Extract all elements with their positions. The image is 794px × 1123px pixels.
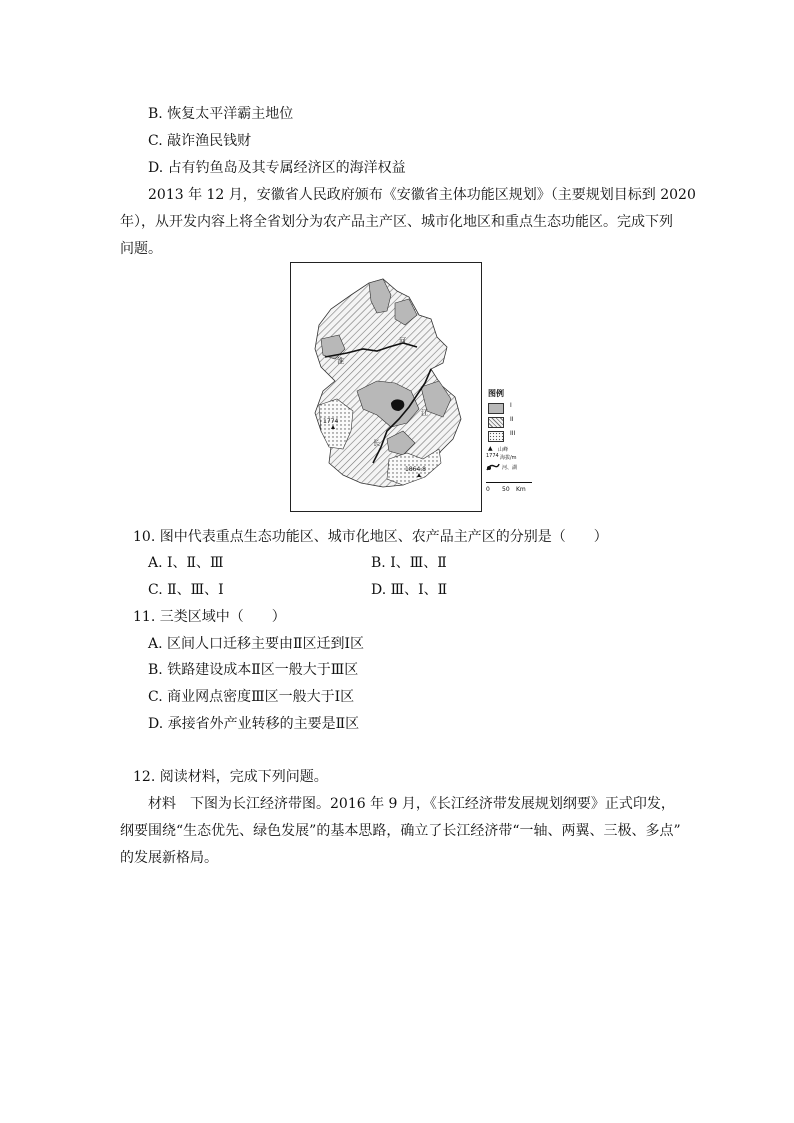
legend-peak-label: 山峰 [498, 447, 509, 453]
anhui-function-zone-map [290, 262, 482, 512]
prev-option-c: C. 敲诈渔民钱财 [148, 133, 252, 149]
q10-option-b: B. Ⅰ、Ⅲ、Ⅱ [371, 555, 447, 571]
map-char-he: 河 [399, 337, 406, 345]
q12-material-line-3: 的发展新格局。 [120, 850, 218, 866]
q10-option-d: D. Ⅲ、Ⅰ、Ⅱ [371, 582, 448, 598]
map-legend [486, 388, 546, 508]
q10-stem: 10. 图中代表重点生态功能区、城市化地区、农产品主产区的分别是（ ） [133, 529, 608, 545]
map-peak-west: 1774 [323, 418, 339, 425]
q11-option-b: B. 铁路建设成本Ⅱ区一般大于Ⅲ区 [148, 662, 359, 678]
q12-stem: 12. 阅读材料，完成下列问题。 [133, 769, 328, 785]
legend-title: 图例 [488, 389, 504, 398]
intro-line-1: 2013 年 12 月，安徽省人民政府颁布《安徽省主体功能区规划》（主要规划目标到 2020 [148, 187, 696, 203]
map-drawing [291, 263, 481, 511]
legend-swatch-iii [488, 431, 504, 442]
q11-option-c: C. 商业网点密度Ⅲ区一般大于Ⅰ区 [148, 689, 355, 705]
q10-option-a: A. Ⅰ、Ⅱ、Ⅲ [148, 555, 224, 571]
legend-peak-value: 1774 [486, 453, 499, 459]
map-char-huai: 淮 [337, 357, 344, 365]
river-lake-icon [486, 462, 500, 472]
legend-label-iii: III [510, 430, 516, 437]
q10-option-c: C. Ⅱ、Ⅲ、Ⅰ [148, 582, 224, 598]
q12-material-line-2: 纲要围绕“生态优先、绿色发展”的基本思路，确立了长江经济带“一轴、两翼、三极、多点” [120, 823, 681, 839]
prev-option-d: D. 占有钓鱼岛及其专属经济区的海洋权益 [148, 160, 406, 176]
scale-zero: 0 [486, 486, 490, 493]
intro-line-3: 问题。 [120, 241, 162, 257]
legend-swatch-ii [488, 417, 504, 428]
q11-option-d: D. 承接省外产业转移的主要是Ⅱ区 [148, 716, 360, 732]
legend-peak-altitude: 海拔/m [500, 455, 517, 461]
prev-option-b: B. 恢复太平洋霸主地位 [148, 106, 294, 122]
legend-river-label: 河、湖 [502, 465, 518, 471]
intro-line-2: 年），从开发内容上将全省划分为农产品主产区、城市化地区和重点生态功能区。完成下列 [120, 214, 673, 230]
q11-option-a: A. 区间人口迁移主要由Ⅱ区迁到Ⅰ区 [148, 636, 365, 652]
map-char-jiang: 江 [421, 409, 428, 417]
scale-bar [486, 480, 532, 483]
scale-value: 50 [502, 486, 510, 493]
scale-unit: Km [516, 486, 526, 493]
q11-stem: 11. 三类区域中（ ） [133, 609, 286, 625]
map-peak-south: 1864.8 [405, 466, 426, 473]
map-char-chang: 长 [373, 439, 380, 447]
legend-label-ii: II [510, 416, 514, 423]
legend-swatch-i [488, 403, 504, 414]
legend-label-i: I [510, 402, 512, 409]
q12-material-line-1: 材料 下图为长江经济带图。2016 年 9 月，《长江经济带发展规划纲要》正式印发， [148, 796, 675, 812]
peak-triangle-icon: ▲ [488, 445, 493, 452]
